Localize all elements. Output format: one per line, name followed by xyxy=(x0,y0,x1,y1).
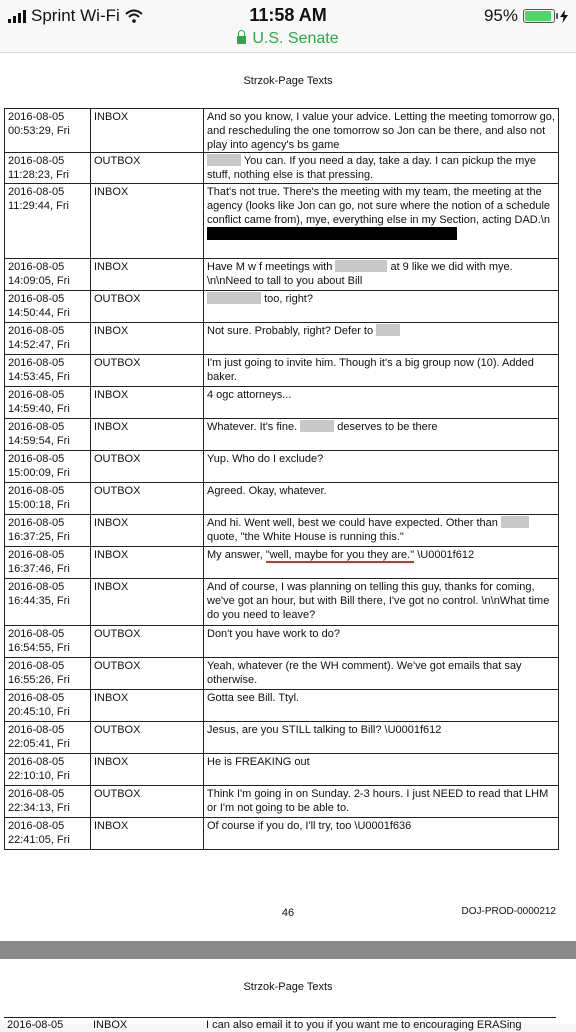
table-row xyxy=(5,579,559,626)
message-cell: You can. If you need a day, take a day. I can pickup the mye stuff, nothing else is that pressing. xyxy=(204,153,559,184)
direction-cell: OUTBOX xyxy=(91,153,204,184)
table-row xyxy=(5,754,559,786)
clock: 11:58 AM xyxy=(249,5,327,25)
direction-cell: INBOX xyxy=(91,419,204,451)
message-cell: He is FREAKING out xyxy=(204,754,559,786)
timestamp-cell: 2016-08-05 16:37:25, Fri xyxy=(5,515,91,547)
timestamp-cell: 2016-08-05 16:54:55, Fri xyxy=(5,626,91,658)
redaction-mark xyxy=(376,324,400,336)
document-page xyxy=(0,53,576,941)
battery-icon xyxy=(523,9,555,23)
timestamp-cell: 2016-08-05 14:59:40, Fri xyxy=(5,387,91,419)
direction-cell: OUTBOX xyxy=(91,483,204,515)
site-label: U.S. Senate xyxy=(252,30,339,47)
direction-cell: INBOX xyxy=(91,184,204,259)
direction-cell: INBOX xyxy=(91,690,204,722)
direction-cell: INBOX xyxy=(91,818,204,850)
message-cell: Think I'm going in on Sunday. 2-3 hours. I just NEED to read that LHM or I'm not going to be able to. xyxy=(204,786,559,818)
direction-cell: OUTBOX xyxy=(91,291,204,323)
timestamp-cell: 2016-08-05 16:37:46, Fri xyxy=(5,547,91,579)
table-row xyxy=(5,184,559,259)
table-row xyxy=(5,419,559,451)
timestamp-cell: 2016-08-05 00:53:29, Fri xyxy=(5,109,91,153)
table-row xyxy=(5,626,559,658)
battery-percent: 95% xyxy=(483,6,518,25)
message-cell: Agreed. Okay, whatever. xyxy=(204,483,559,515)
timestamp-cell: 2016-08-05 14:50:44, Fri xyxy=(5,291,91,323)
message-cell: Jesus, are you STILL talking to Bill? \U0001f612 xyxy=(204,722,559,754)
redaction-mark xyxy=(207,292,261,304)
table-row xyxy=(5,291,559,323)
table-row xyxy=(5,109,559,153)
timestamp-cell: 2016-08-05 15:00:18, Fri xyxy=(5,483,91,515)
timestamp-cell: 2016-08-05 22:05:41, Fri xyxy=(5,722,91,754)
page-separator xyxy=(0,941,576,959)
message-cell: My answer, "well, maybe for you they are." \U0001f612 xyxy=(204,547,559,579)
redaction-mark xyxy=(207,227,457,240)
table-row xyxy=(5,515,559,547)
timestamp-cell: 2016-08-05 20:45:10, Fri xyxy=(5,690,91,722)
redaction-mark xyxy=(501,516,529,528)
direction-cell: INBOX xyxy=(91,547,204,579)
message-cell: Have M w f meetings with at 9 like we did with mye. \n\nNeed to tall to you about Bill xyxy=(204,259,559,291)
timestamp-cell: 2016-08-05 22:41:05, Fri xyxy=(5,818,91,850)
message-cell: Yup. Who do I exclude? xyxy=(204,451,559,483)
next-document-page xyxy=(0,959,576,1031)
battery-area xyxy=(484,6,568,26)
table-row xyxy=(4,1017,556,1032)
message-cell: 4 ogc attorneys... xyxy=(204,387,559,419)
message-cell: Of course if you do, I'll try, too \U0001f636 xyxy=(204,818,559,850)
carrier-label: Sprint Wi-Fi xyxy=(31,6,120,25)
direction-cell: INBOX xyxy=(91,515,204,547)
direction-cell: INBOX xyxy=(91,754,204,786)
page-number: 46 xyxy=(281,907,295,919)
timestamp-cell: 2016-08-05 14:52:47, Fri xyxy=(5,323,91,355)
direction-cell: INBOX xyxy=(91,259,204,291)
timestamp-cell: 2016-08-05 22:34:13, Fri xyxy=(5,786,91,818)
table-row xyxy=(5,786,559,818)
timestamp-cell: 2016-08-05 15:00:09, Fri xyxy=(5,451,91,483)
table-row xyxy=(5,153,559,184)
redaction-mark xyxy=(300,420,334,432)
message-cell: Whatever. It's fine. deserves to be there xyxy=(204,419,559,451)
redaction-mark xyxy=(335,260,387,272)
timestamp-cell: 2016-08-05 14:09:05, Fri xyxy=(5,259,91,291)
message-cell: Yeah, whatever (re the WH comment). We've got emails that say otherwise. xyxy=(204,658,559,690)
url-bar[interactable] xyxy=(0,30,576,53)
document-title: Strzok-Page Texts xyxy=(243,981,333,993)
red-underline-annotation: "well, maybe for you they are." xyxy=(265,549,415,561)
timestamp-cell: 2016-08-05 14:53:45, Fri xyxy=(5,355,91,387)
table-row xyxy=(5,355,559,387)
message-cell: I'm just going to invite him. Though it's a big group now (10). Added baker. xyxy=(204,355,559,387)
table-row xyxy=(5,722,559,754)
table-row xyxy=(5,451,559,483)
table-row xyxy=(5,547,559,579)
message-cell: That's not true. There's the meeting with my team, the meeting at the agency (looks like Jon can go, not sure where the notion of a schedule conflict came from), mye, everything else in my Section, acting DAD.\n xyxy=(204,184,559,259)
table-row xyxy=(5,259,559,291)
table-row xyxy=(5,818,559,850)
message-cell: I can also email it to you if you want me to encouraging ERASing xyxy=(206,1019,522,1031)
direction-cell: OUTBOX xyxy=(91,355,204,387)
direction-cell: INBOX xyxy=(91,579,204,626)
direction-cell: OUTBOX xyxy=(91,451,204,483)
timestamp-cell: 2016-08-05 16:55:26, Fri xyxy=(5,658,91,690)
timestamp-cell: 2016-08-05 11:28:23, Fri xyxy=(5,153,91,184)
table-row xyxy=(5,483,559,515)
message-cell: Gotta see Bill. Ttyl. xyxy=(204,690,559,722)
timestamp-cell: 2016-08-05 16:44:35, Fri xyxy=(5,579,91,626)
status-bar xyxy=(0,0,576,30)
direction-cell: INBOX xyxy=(91,323,204,355)
document-title: Strzok-Page Texts xyxy=(243,75,333,87)
timestamp-cell: 2016-08-05 22:10:10, Fri xyxy=(5,754,91,786)
charging-bolt-icon xyxy=(560,10,568,23)
direction-cell: OUTBOX xyxy=(91,626,204,658)
lock-icon xyxy=(237,36,246,44)
redaction-mark xyxy=(207,154,241,166)
message-cell: And of course, I was planning on telling this guy, thanks for coming, we've got an hour, but with Bill there, I've got no control. \n\nWhat time do you need to leave? xyxy=(204,579,559,626)
direction-cell: INBOX xyxy=(91,109,204,153)
timestamp-cell: 2016-08-05 14:59:54, Fri xyxy=(5,419,91,451)
message-cell: too, right? xyxy=(204,291,559,323)
direction-cell: OUTBOX xyxy=(91,786,204,818)
bates-number: DOJ-PROD-0000212 xyxy=(461,906,556,917)
message-cell: And so you know, I value your advice. Letting the meeting tomorrow go, and rescheduling the one tomorrow so Jon can be there, and also not play into agency's bs game xyxy=(204,109,559,153)
timestamp-cell: 2016-08-05 xyxy=(7,1019,64,1031)
table-row xyxy=(5,387,559,419)
timestamp-cell: 2016-08-05 11:29:44, Fri xyxy=(5,184,91,259)
table-row xyxy=(5,690,559,722)
table-row xyxy=(5,658,559,690)
direction-cell: OUTBOX xyxy=(91,658,204,690)
table-row xyxy=(5,323,559,355)
message-cell: And hi. Went well, best we could have expected. Other than quote, "the White House is running this." xyxy=(204,515,559,547)
texts-table xyxy=(4,108,559,850)
message-cell: Don't you have work to do? xyxy=(204,626,559,658)
direction-cell: OUTBOX xyxy=(91,722,204,754)
battery-level xyxy=(525,11,551,21)
direction-cell: INBOX xyxy=(91,387,204,419)
direction-cell: INBOX xyxy=(93,1019,128,1031)
message-cell: Not sure. Probably, right? Defer to xyxy=(204,323,559,355)
